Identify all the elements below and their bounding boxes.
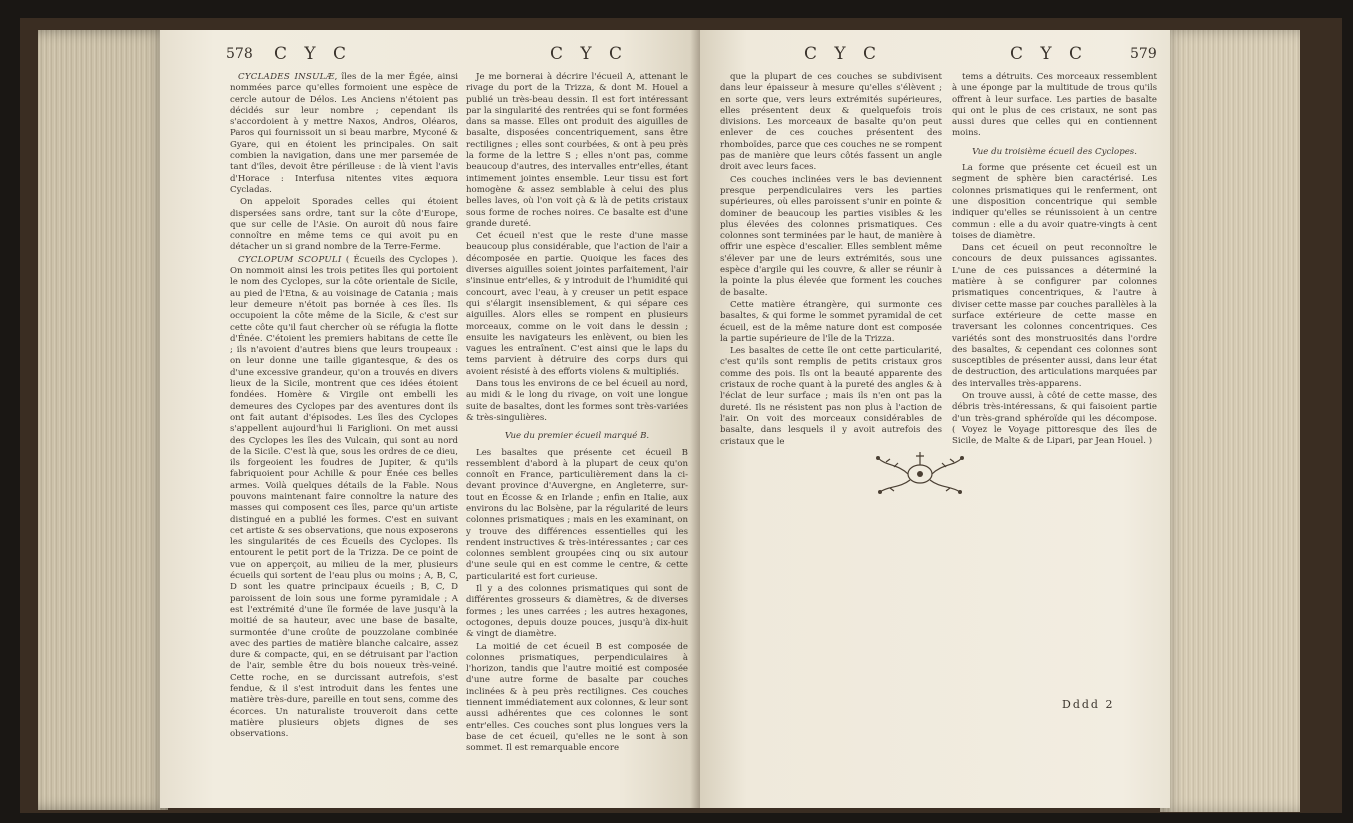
running-head-left-2: C Y C (550, 44, 629, 64)
left-page-column-2 (466, 72, 688, 756)
paragraph: On appeloit Sporades celles qui étoient dispersées sans ordre, tant sur la côte d'Europe, que sur celle de l'Asie. On auroit dû nous faire connoître en même tems ce qui avoit pu en détacher un si grand nombre de la Terre-Ferme. (230, 197, 458, 253)
section-heading: Vue du troisième écueil des Cyclopes. (972, 146, 1137, 157)
page-number-left: 578 (226, 46, 253, 62)
right-page (700, 30, 1170, 808)
paragraph: tems a détruits. Ces morceaux ressemblent à une éponge par la multitude de trous qu'ils offrent à leur surface. Les parties de basalte qui ont le plus de ces cristaux, ne sont pas aussi dures que celles qui en contiennent moins. (952, 72, 1157, 139)
entry-text: , îles de la mer Égée, ainsi nommées parce qu'elles formoient une espèce de cercle autour de Délos. Les Anciens n'étoient pas décidés sur leur nombre ; cependant ils s'accordoient à y mettre Naxos, Andros, Oléaros, Paros qui fournissoit un si beau marbre, Myconé & Gyare, qui en étoient les principales. On sait combien la navigation, dans une mer parsemée de tant d'îles, devoit être périlleuse : de là vient l'avis d'Horace : Interfusa nitentes vites æquora Cycladas. (230, 72, 458, 195)
paragraph: On trouve aussi, à côté de cette masse, des débris très-intéressans, & qui faisoient partie d'un très-grand sphéroïde qui les décompose. ( Voyez le Voyage pittoresque des îles de Sicile, de Malte & de Lipari, par Jean Houel. ) (952, 391, 1157, 447)
ornament-icon (872, 440, 968, 502)
running-head-right-2: C Y C (1010, 44, 1089, 64)
paragraph: Je me bornerai à décrire l'écueil A, attenant le rivage du port de la Trizza, & dont M. Houel a publié un très-beau dessin. Il est fort intéressant par la singularité des rentrées qui se font formées dans sa masse. Elles ont produit des aiguilles de basalte, disposées concentriquement, sans être rectilignes ; elles sont courbées, & ont à peu près la forme de la lettre S ; elles n'ont pas, comme beaucoup d'autres, des intervalles entr'elles, étant intimement jointes ensemble. Leur tissu est fort homogène & assez semblable à celui des plus belles laves, où l'on voit çà & là de petits cristaux sous forme de roches noires. Ce basalte est d'une grande dureté. (466, 72, 688, 229)
paragraph: que la plupart de ces couches se subdivisent dans leur épaisseur à mesure qu'elles s'élèvent ; en sorte que, vers leurs extrémités supérieures, elles présentent deux & quelquefois trois divisions. Les morceaux de basalte qu'on peut enlever de ces couches présentent des rhomboïdes, parce que ces couches ne se rompent pas de manière que leurs côtés fassent un angle droit avec leurs faces. (720, 72, 942, 173)
running-head-right-1: C Y C (804, 44, 883, 64)
entry-title: CYCLADES INSULÆ (238, 72, 335, 82)
left-page-column-1 (230, 72, 458, 742)
paragraph: Les basaltes que présente cet écueil B ressemblent d'abord à la plupart de ceux qu'on connoît en France, particulièrement dans la ci-devant province d'Auvergne, en Angleterre, sur-tout en Écosse & en Irlande ; enfin en Italie, aux environs du lac Bolsène, par la régularité de leurs colonnes prismatiques ; mais en les examinant, on y trouve des différences essentielles qui les rendent instructives & très-intéressantes ; car ces colonnes semblent groupées cinq ou six autour d'une seule qui en est comme le centre, & cette particularité est fort curieuse. (466, 447, 688, 582)
page-stack-right (1160, 30, 1300, 812)
entry-title: CYCLOPUM SCOPULI (238, 254, 342, 265)
paragraph: La moitié de cet écueil B est composée de colonnes prismatiques, perpendiculaires à l'horizon, tandis que l'autre moitié est composée d'une autre forme de basalte par couches inclinées & à peu près rectilignes. Ces couches tiennent immédiatement aux colonnes, & leur sont aussi adhérentes que ces colonnes le sont entr'elles. Ces couches sont plus longues vers la base de cet écueil, qu'elles ne le sont à son sommet. Il est remarquable encore (466, 641, 688, 754)
paragraph: Les basaltes de cette île ont cette particularité, c'est qu'ils sont remplis de petits cristaux gros comme des pois. Ils ont la beauté apparente des cristaux de roche quant à la pureté des angles & à l'éclat de leur surface ; mais ils n'en ont pas la dureté. Ils ne résistent pas non plus à l'action de l'air. On voit des morceaux considérables de basalte, dans lesquels il y avoit autrefois des cristaux que le (720, 346, 942, 447)
section-heading: Vue du premier écueil marqué B. (504, 431, 650, 442)
entry-text: ( Écueils des Cyclopes ). On nommoit ainsi les trois petites îles qui portoient le nom des Cyclopes, sur la côte orientale de Sicile, au pied de l'Etna, & au voisinage de Catania ; mais leur demeure n'étoit pas bornée à ces îles. Ils occupoient la côte même de la Sicile, & c'est sur cette côte qu'il faut chercher où se réfugia la flotte d'Énée. C'étoient les premiers habitans de cette île ; ils n'avoient d'autres biens que leurs troupeaux : on leur donne une taille gigantesque, & des os d'une excessive grandeur, qu'on a trouvés en divers lieux de la Sicile, montrent que ces idées étoient fondées. Homère & Virgile ont embelli les demeures des Cyclopes par des aventures dont ils ont fait autant d'épisodes. Les îles des Cyclopes s'appellent aujourd'hui li Fariglioni. On met aussi des Cyclopes les îles des Vulcain, qui sont au nord de la Sicile. C'est là que, sous les ordres de ce dieu, ils forgeoient les foudres de Jupiter, & qu'ils fabriquoient pour Achille & pour Énée ces belles armes. Voilà quelques détails de la Fable. Nous pouvons maintenant faire connoître la nature des masses qui composent ces îles, parce qu'un artiste distingué en a publié les formes. C'est en suivant cet artiste & ses observations, que nous exposerons les singularités de ces Écueils des Cyclopes. Ils entourent le petit port de la Trizza. De ce point de vue on apperçoit, au milieu de la mer, plusieurs écueils qui sortent de l'eau plus ou moins ; A, B, C, D sont les quatre principaux écueils ; B, C, D paroissent de loin sous une forme pyramidale ; A est l'extrémité d'une île formée de lave jusqu'à la moitié de sa hauteur, avec une base de basalte, surmontée d'une croûte de pouzzolane combinée avec des parties de matière blanche calcaire, assez dure & compacte, qui, en se détruisant par l'action de l'air, semble être du bois noueux très-veiné. Cette roche, en se durcissant autrefois, s'est fendue, & il s'est introduit dans les fentes une matière très-dure, pareille en tout sens, comme des écorces. Un naturaliste trouveroit dans cette matière plusieurs objets dignes de ses observations. (230, 254, 458, 740)
running-head-left-1: C Y C (274, 44, 353, 64)
left-page (160, 30, 700, 808)
page-number-right: 579 (1130, 46, 1157, 62)
paragraph: Il y a des colonnes prismatiques qui sont de différentes grosseurs & diamètres, & de diverses formes ; les unes carrées ; les autres hexagones, octogones, depuis douze pouces, jusqu'à dix-huit & vingt de diamètre. (466, 584, 688, 640)
paragraph: Cette matière étrangère, qui surmonte ces basaltes, & qui forme le sommet pyramidal de cet écueil, est de la même nature dont est composée la partie supérieure de l'île de la Trizza. (720, 299, 942, 344)
paragraph: Cet écueil n'est que le reste d'une masse beaucoup plus considérable, que l'action de l'air a décomposée en partie. Quoique les faces des diverses aiguilles soient jointes parfaitement, l'air s'insinue entr'elles, & y introduit de l'humidité qui concourt, avec l'eau, à y creuser un petit espace qui s'élargit insensiblement, & qui sépare ces aiguilles. Alors elles se rompent en plusieurs morceaux, comme on le voit dans le dessin ; ensuite les navigateurs les enlèvent, ou bien les vagues les entraînent. C'est ainsi que le laps du tems parvient à détruire des corps durs qui avoient résisté à des efforts violens & multipliés. (466, 231, 688, 377)
page-stack-left (38, 30, 168, 810)
paragraph: La forme que présente cet écueil est un segment de sphère bien caractérisé. Les colonnes prismatiques qui le renferment, ont une disposition concentrique qui semble indiquer qu'elles se réunissoient à un centre commun : elle a du avoir quatre-vingts à cent toises de diamètre. (952, 163, 1157, 241)
right-page-column-2 (952, 72, 1157, 449)
signature-mark: Dddd 2 (1062, 698, 1115, 711)
paragraph: Ces couches inclinées vers le bas deviennent presque perpendiculaires vers les parties supérieures, où elles paroissent s'unir en pointe & dominer de beaucoup les parties visibles & les plus élevées des colonnes prismatiques. Ces colonnes sont terminées par le haut, de manière à offrir une espèce d'escalier. Elles semblent même s'élever par une de leurs extrémités, sous une espèce d'argile qui les couvre, & aller se réunir à la pointe la plus élevée que forment les couches de basalte. (720, 174, 942, 298)
right-page-column-1 (720, 72, 942, 449)
paragraph: Dans tous les environs de ce bel écueil au nord, au midi & le long du rivage, on voit une longue suite de basaltes, dont les formes sont très-variées & très-singulières. (466, 379, 688, 423)
paragraph: Dans cet écueil on peut reconnoître le concours de deux puissances agissantes. L'une de ces puissances a déterminé la matière à se configurer par colonnes prismatiques concentriques, & l'autre à diviser cette masse par couches parallèles à la surface extérieure de cette masse en traversant les colonnes concentriques. Ces variétés sont des monstruosités dans l'ordre des basaltes, & cependant ces colonnes sont susceptibles de présenter aussi, dans leur état de destruction, des articulations marquées par des intervalles très-apparens. (952, 243, 1157, 389)
